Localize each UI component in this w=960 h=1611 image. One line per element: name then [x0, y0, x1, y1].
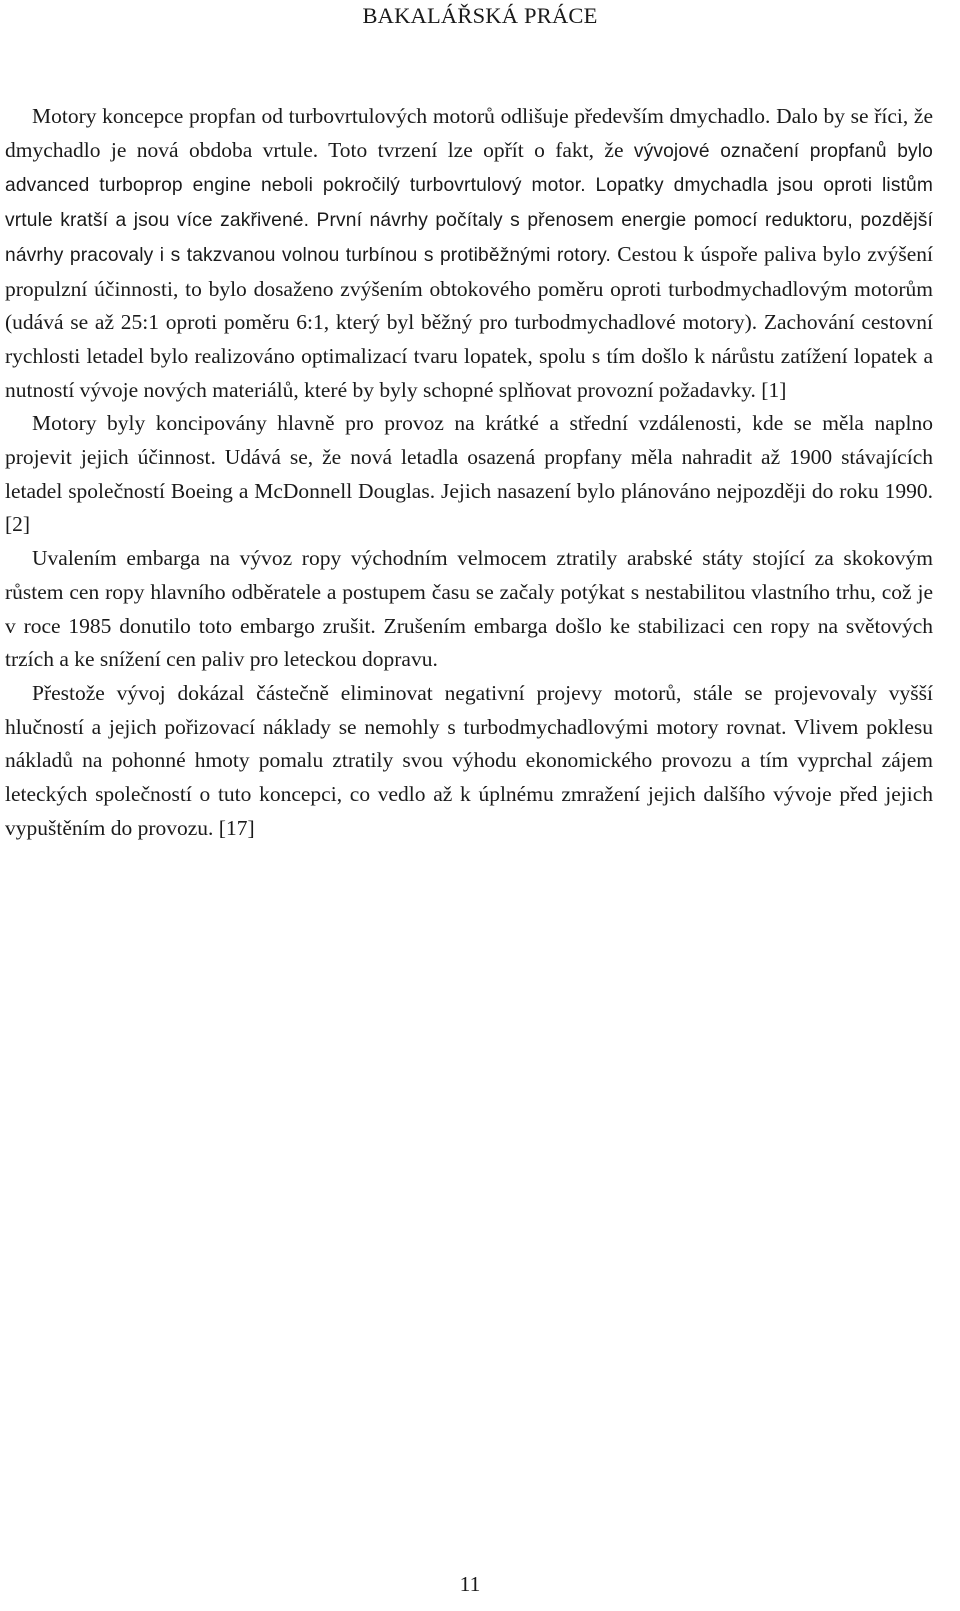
paragraph-1-sentences-a: Motory koncepce propfan od turbovrtulových motorů odlišuje především dmychadlo. Dalo by se říci, že dmychadlo je nová obdoba vrtule. Toto tvrzení lze opřít o fakt, že: [5, 104, 933, 162]
paragraph-1-sans-passage: vývojové označení propfanů bylo advanced turboprop engine neboli pokročilý turbovrtulový motor. Lopatky dmychadla jsou oproti listům vrtule kratší a jsou více zakřivené. První návrhy počítaly s přenosem energie pomocí reduktoru, pozdější návrhy pracovaly i s takzvanou volnou turbínou s protiběžnými rotory.: [5, 140, 933, 266]
paragraph-decline: Přestože vývoj dokázal částečně eliminovat negativní projevy motorů, stále se projevovaly vyšší hlučností a jejich pořizovací náklady se nemohly s turbodmychadlovými motory rovnat. Vlivem poklesu nákladů na pohonné hmoty pomalu ztratily svou výhodu ekonomického provozu a tím vyprchal zájem leteckých společností o tuto koncepci, co vedlo až k úplnému zmražení jejich dalšího vývoje před jejich vypuštěním do provozu. [17]: [5, 680, 933, 840]
paragraph-propfan-intro: [5, 100, 933, 407]
page-header: BAKALÁŘSKÁ PRÁCE: [362, 3, 598, 28]
page-number: 11: [459, 1572, 481, 1596]
paragraph-usage: Motory byly koncipovány hlavně pro provoz na krátké a střední vzdálenosti, kde se měla naplno projevit jejich účinnost. Udává se, že nová letadla osazená propfany měla nahradit až 1900 stávajících letadel společností Boeing a McDonnell Douglas. Jejich nasazení bylo plánováno nejpozději do roku 1990. [2]: [5, 411, 933, 537]
paragraph-1-sentences-b: Cestou k úspoře paliva bylo zvýšení propulzní účinnosti, to bylo dosaženo zvýšením obtokového poměru oproti turbodmychadlovým motorům (udává se až 25:1 oproti poměru 6:1, který byl běžný pro turbodmychadlové motory). Zachování cestovní rychlosti letadel bylo realizováno optimalizací tvaru lopatek, spolu s tím došlo k nárůstu zatížení lopatek a nutností vývoje nových materiálů, které by byly schopné splňovat provozní požadavky. [1]: [5, 241, 933, 402]
document-body: [5, 100, 933, 845]
paragraph-embargo: Uvalením embarga na vývoz ropy východním velmocem ztratily arabské státy stojící za skokovým růstem cen ropy hlavního odběratele a postupem času se začaly potýkat s nestabilitou vlastního trhu, což je v roce 1985 donutilo toto embargo zrušit. Zrušením embarga došlo ke stabilizaci cen ropy na světových trzích a ke snížení cen paliv pro leteckou dopravu.: [5, 546, 933, 672]
